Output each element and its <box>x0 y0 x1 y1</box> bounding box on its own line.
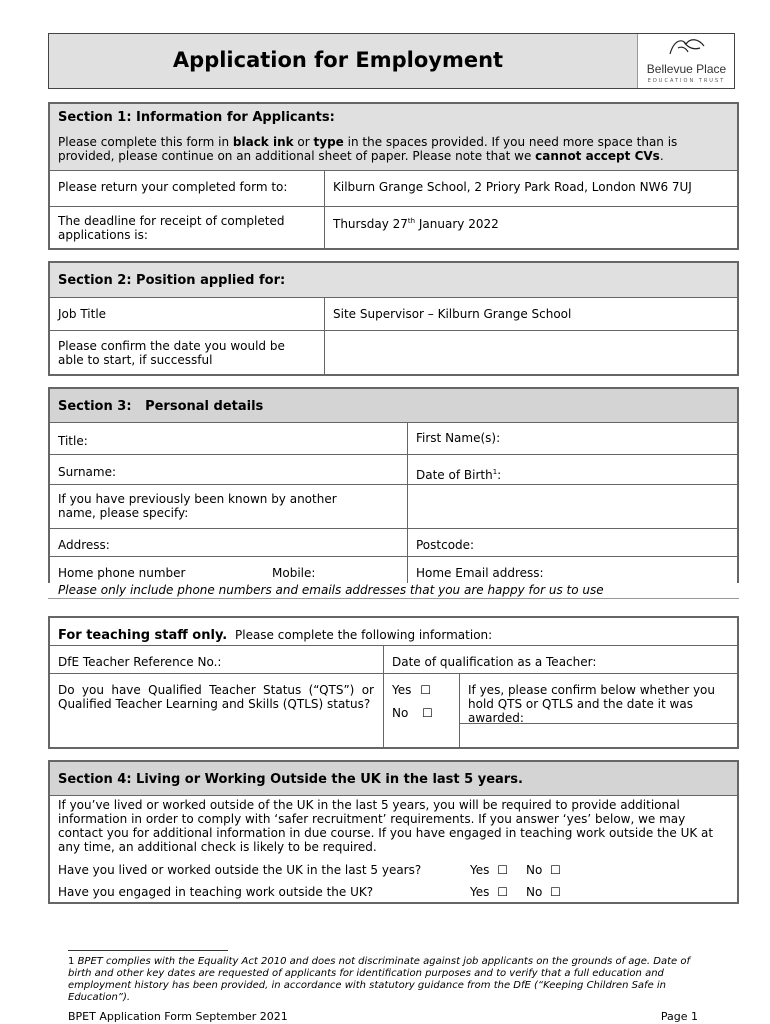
section1-heading: Section 1: Information for Applicants: <box>58 110 335 125</box>
footnote <box>68 956 708 1004</box>
start-date-label: Please confirm the date you would be able to start, if successful <box>58 339 285 367</box>
qts-confirm-text: If yes, please confirm below whether you hold QTS or QTLS and the date it was awarded: <box>468 683 716 725</box>
q2-no-checkbox[interactable]: ☐ <box>550 885 561 899</box>
yes-checkbox[interactable]: ☐ <box>420 683 431 697</box>
logo-subtext: EDUCATION TRUST <box>647 78 726 84</box>
dob-field-label[interactable] <box>408 462 728 485</box>
mobile-label[interactable]: Mobile: <box>272 566 316 580</box>
return-label: Please return your completed form to: <box>58 180 288 194</box>
teaching-note: Please complete the following information: <box>235 628 493 642</box>
q1-yes-option[interactable] <box>462 860 522 880</box>
q1-no-option[interactable] <box>518 860 578 880</box>
divider <box>50 330 737 331</box>
address-field-label[interactable]: Address: <box>58 538 110 552</box>
divider <box>48 598 739 599</box>
q2-yes-option[interactable] <box>462 882 522 902</box>
deadline-month: January 2022 <box>415 217 499 231</box>
intro-text-3: in the spaces provided. If you need more space than is provided, please continue on an additional sheet of paper. Please note that we <box>58 135 678 163</box>
section3-heading: Section 3: Personal details <box>58 399 264 414</box>
qts-no-option[interactable] <box>384 703 458 723</box>
intro-bold-type: type <box>313 135 344 149</box>
section1-intro <box>50 132 737 166</box>
q1-no-checkbox[interactable]: ☐ <box>550 863 561 877</box>
divider <box>50 454 737 455</box>
job-title-value[interactable]: Site Supervisor – Kilburn Grange School <box>333 307 572 321</box>
yes-label: Yes <box>470 885 490 899</box>
job-title-label: Job Title <box>58 307 107 321</box>
home-phone-label[interactable]: Home phone number <box>58 566 186 580</box>
teaching-heading-row <box>50 625 737 646</box>
qualification-date-label[interactable]: Date of qualification as a Teacher: <box>392 655 597 669</box>
divider <box>50 528 737 529</box>
surname-field-label[interactable]: Surname: <box>58 465 117 479</box>
footer-form-name: BPET Application Form September 2021 <box>68 1010 288 1023</box>
divider <box>50 170 737 171</box>
logo-text: Bellevue Place <box>646 62 727 76</box>
email-label[interactable]: Home Email address: <box>416 566 544 580</box>
intro-bold-no-cvs: cannot accept CVs <box>535 149 660 163</box>
deadline-suffix: th <box>407 217 416 225</box>
page-title: Application for Employment <box>172 48 504 72</box>
divider <box>50 206 737 207</box>
start-date-field[interactable] <box>325 332 735 372</box>
divider <box>50 645 737 646</box>
q1-yes-checkbox[interactable]: ☐ <box>497 863 508 877</box>
previous-name-label: If you have previously been known by another name, please specify: <box>58 492 337 520</box>
footer-page-number: Page 1 <box>660 1010 698 1023</box>
q2-yes-checkbox[interactable]: ☐ <box>497 885 508 899</box>
divider <box>50 422 737 423</box>
no-checkbox[interactable]: ☐ <box>422 706 433 720</box>
deadline-label: The deadline for receipt of completed applications is: <box>58 214 285 242</box>
section2-heading: Section 2: Position applied for: <box>58 273 286 288</box>
intro-text-1: Please complete this form in <box>58 135 233 149</box>
yes-label: Yes <box>470 863 490 877</box>
logo-bird-icon <box>638 34 735 64</box>
postcode-field-label[interactable]: Postcode: <box>416 538 475 552</box>
qts-question: Do you have Qualified Teacher Status (“QTS”) or Qualified Teacher Learning and Skills (QTLS) status? <box>58 683 374 711</box>
return-address: Kilburn Grange School, 2 Priory Park Road, London NW6 7UJ <box>333 180 692 194</box>
intro-text-2: or <box>293 135 314 149</box>
footnote-rule <box>68 950 228 951</box>
footnote-ref: 1 <box>492 468 498 476</box>
intro-bold-black-ink: black ink <box>232 135 294 149</box>
divider <box>50 297 737 298</box>
footnote-text: BPET complies with the Equality Act 2010 and does not discriminate against job applicants on the grounds of age. Date of birth and other key dates are requested of applicants for identification purposes and to verify that a full education and employment history has been provided, in accordance with statutory guidance from the DfE (“Keeping Children Safe in Education”). <box>68 956 690 1003</box>
dob-colon: : <box>497 468 502 482</box>
section4-heading: Section 4: Living or Working Outside the UK in the last 5 years. <box>58 772 523 787</box>
first-name-field-label[interactable]: First Name(s): <box>416 431 501 445</box>
no-label: No <box>526 885 543 899</box>
deadline-day: Thursday 27 <box>333 217 408 231</box>
q1-text: Have you lived or worked outside the UK in the last 5 years? <box>58 863 422 877</box>
dfe-ref-label[interactable]: DfE Teacher Reference No.: <box>58 655 222 669</box>
q2-no-option[interactable] <box>518 882 578 902</box>
section4-body: If you’ve lived or worked outside of the UK in the last 5 years, you will be required to provide additional information in order to comply with ‘safer recruitment’ requirements. If you answer ‘yes’ below, we may contact you for additional information in due course. If you have engaged in teaching work outside the UK at any time, an additional check is likely to be required. <box>58 798 714 854</box>
no-label: No <box>392 706 409 720</box>
divider <box>50 556 737 557</box>
contact-note: Please only include phone numbers and emails addresses that you are happy for us to use <box>58 583 604 597</box>
teaching-heading: For teaching staff only. <box>58 628 228 643</box>
intro-text-4: . <box>659 149 664 163</box>
title-field-label[interactable]: Title: <box>58 434 88 448</box>
qts-confirm-field[interactable] <box>460 724 736 746</box>
q2-text: Have you engaged in teaching work outside the UK? <box>58 885 374 899</box>
footnote-number: 1 <box>68 956 75 967</box>
deadline-value <box>325 211 735 234</box>
dob-text: Date of Birth <box>416 468 493 482</box>
logo <box>637 34 734 88</box>
no-label: No <box>526 863 543 877</box>
qts-yes-option[interactable] <box>384 680 458 700</box>
yes-label: Yes <box>392 683 412 697</box>
divider <box>50 673 737 674</box>
